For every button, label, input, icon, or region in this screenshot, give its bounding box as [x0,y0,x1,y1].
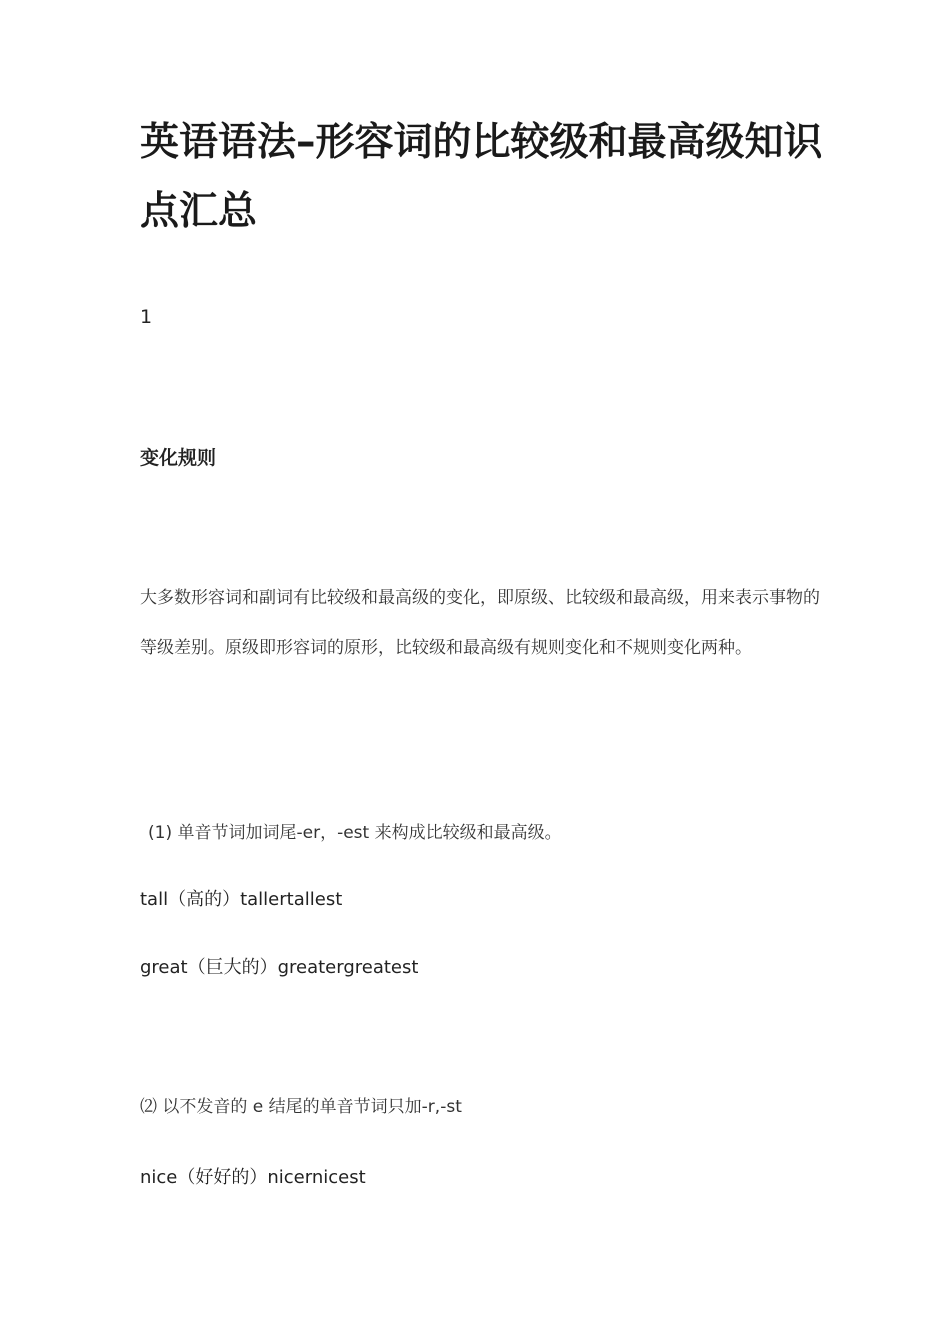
section-number: 1 [140,306,153,328]
page-title: 英语语法–形容词的比较级和最高级知识点汇总 [140,120,823,234]
rule-1-example-2: great（巨大的）greatergreatest [140,957,419,978]
rule-1-example-1: tall（高的）tallertallest [140,889,343,910]
rule-2-text: ⑵ 以不发音的 e 结尾的单音节词只加-r,-st [140,1097,462,1117]
section-heading: 变化规则 [140,447,217,469]
intro-paragraph: 大多数形容词和副词有比较级和最高级的变化，即原级、比较级和最高级，用来表示事物的等级差别。原级即形容词的原形，比较级和最高级有规则变化和不规则变化两种。 [140,588,820,658]
rule-2-example-1: nice（好好的）nicernicest [140,1167,366,1188]
rule-1-text: (1) 单音节词加词尾-er，-est 来构成比较级和最高级。 [148,823,562,843]
